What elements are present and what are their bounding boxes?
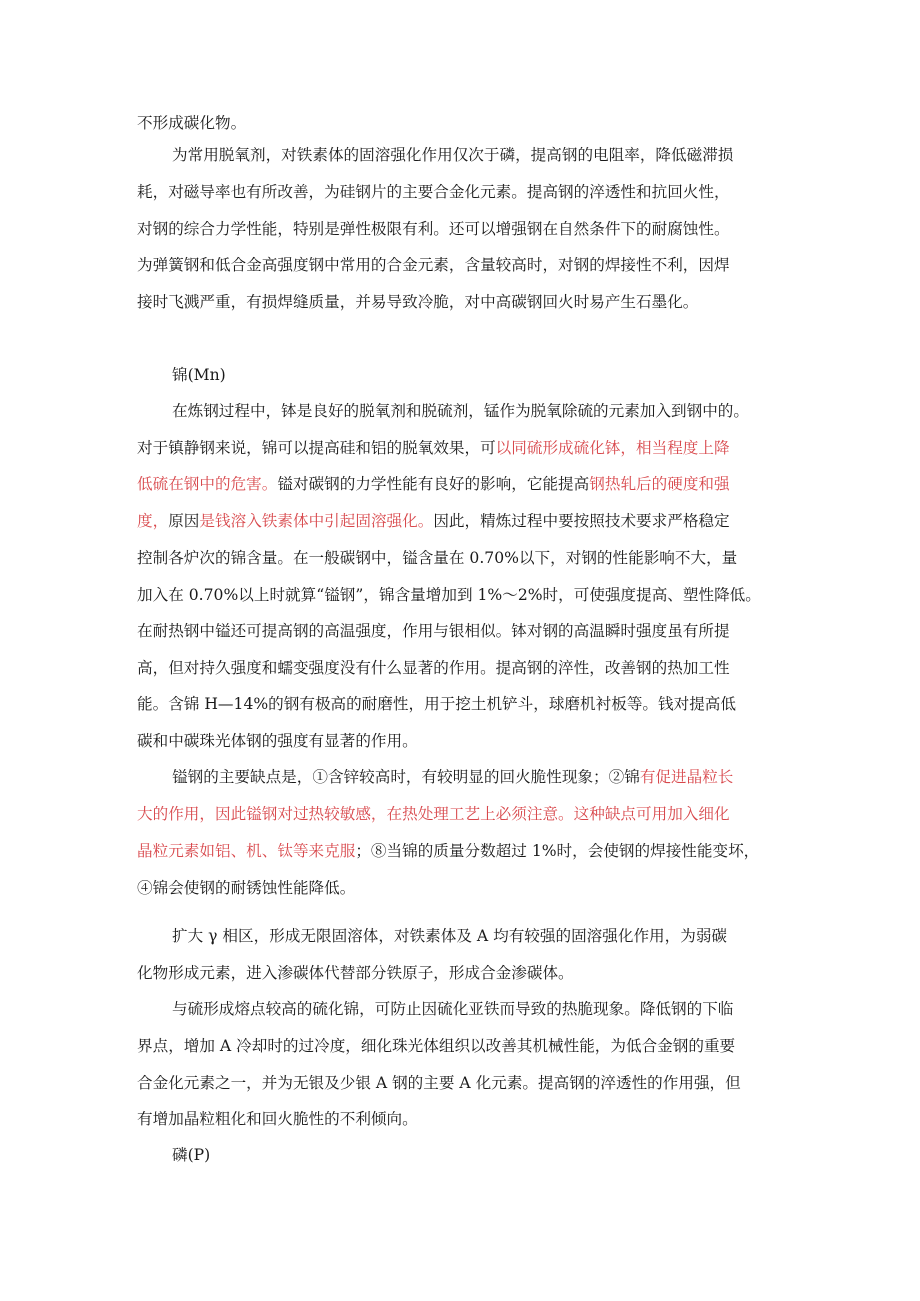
text-line <box>137 841 787 861</box>
text-run: ；⑧当锦的质量分数超过 1%时，会使钢的焊接性能变坏， <box>355 842 760 860</box>
highlighted-text: 有促进晶粒长 <box>639 768 734 786</box>
text-line <box>137 1109 787 1129</box>
text-run: 合金化元素之一，并为无银及少银 A 钢的主要 A 化元素。提高钢的淬透性的作用强，但 <box>137 1074 741 1092</box>
text-line <box>137 621 787 641</box>
text-line <box>137 548 787 568</box>
text-run: 碳和中碳珠光体钢的强度有显著的作用。 <box>137 732 418 750</box>
text-line <box>172 999 787 1019</box>
text-run: 镒钢的主要缺点是，①含锌较高时，有较明显的回火脆性现象；②锦 <box>172 768 640 786</box>
text-line <box>137 438 787 458</box>
text-line <box>137 219 787 239</box>
text-line <box>172 365 787 385</box>
text-line <box>172 1145 787 1165</box>
text-run: 有增加晶粒粗化和回火脆性的不利倾向。 <box>137 1110 418 1128</box>
text-run: 控制各炉次的锦含量。在一般碳钢中，镒含量在 0.70%以下，对钢的性能影响不大，量 <box>137 549 738 567</box>
text-run: 与硫形成熔点较高的硫化锦，可防止因硫化亚铁而导致的热脆现象。降低钢的下临 <box>172 1000 734 1018</box>
text-line <box>137 1036 787 1056</box>
text-line <box>172 926 787 946</box>
highlighted-text: 晶粒元素如铝、机、钛等来克服 <box>137 842 356 860</box>
text-line <box>137 474 787 494</box>
text-line <box>172 767 787 787</box>
text-line <box>137 804 787 824</box>
highlighted-text: 是钱溶入铁素体中引起固溶强化。 <box>199 512 434 530</box>
text-line <box>137 731 787 751</box>
text-run: 加入在 0.70%以上时就算“镒钢”，锦含量增加到 1%～2%时，可使强度提高、塑性降低。 <box>137 586 761 604</box>
text-line <box>137 182 787 202</box>
text-run: 能。含锦 H—14%的钢有极高的耐磨性，用于挖土机铲斗，球磨机衬板等。钱对提高低 <box>137 695 736 713</box>
highlighted-text: 低硫在钢中的危害。 <box>137 475 278 493</box>
text-line <box>137 292 787 312</box>
text-run: 耗，对磁导率也有所改善，为硅钢片的主要合金化元素。提高钢的淬透性和抗回火性， <box>137 183 730 201</box>
highlighted-text: 大的作用，因此镒钢对过热较敏感，在热处理工艺上必须注意。这种缺点可用加入细化 <box>137 805 730 823</box>
text-line <box>137 255 787 275</box>
text-line <box>137 511 787 531</box>
text-run: 对钢的综合力学性能，特别是弹性极限有利。还可以增强钢在自然条件下的耐腐蚀性。 <box>137 220 730 238</box>
highlighted-text: 度， <box>137 512 169 530</box>
text-line <box>137 113 787 133</box>
text-line <box>137 878 787 898</box>
text-run: 为弹簧钢和低合金高强度钢中常用的合金元素，含量较高时，对钢的焊接性不利，因焊 <box>137 256 730 274</box>
text-run: 在炼钢过程中，钵是良好的脱氧剂和脱硫剂，锰作为脱氧除硫的元素加入到钢中的。 <box>172 402 749 420</box>
text-run: 高，但对持久强度和蠕变强度没有什么显著的作用。提高钢的淬性，改善钢的热加工性 <box>137 659 730 677</box>
text-line <box>172 401 787 421</box>
text-line <box>172 145 787 165</box>
text-run: 对于镇静钢来说，锦可以提高硅和铝的脱氧效果，可 <box>137 439 496 457</box>
highlighted-text: 钢热轧后的硬度和强 <box>589 475 730 493</box>
text-line <box>137 1073 787 1093</box>
text-line <box>137 658 787 678</box>
text-run: 锦(Mn) <box>172 366 226 384</box>
text-run: 扩大 γ 相区，形成无限固溶体，对铁素体及 A 均有较强的固溶强化作用，为弱碳 <box>172 927 728 945</box>
text-run: 在耐热钢中镒还可提高钢的高温强度，作用与银相似。钵对钢的高温瞬时强度虽有所提 <box>137 622 730 640</box>
text-run: ④锦会使钢的耐锈蚀性能降低。 <box>137 879 356 897</box>
text-run: 不形成碳化物。 <box>137 114 247 132</box>
text-run: 镒对碳钢的力学性能有良好的影响，它能提高 <box>277 475 590 493</box>
text-line <box>137 694 787 714</box>
highlighted-text: 以同硫形成硫化钵，相当程度上降 <box>495 439 730 457</box>
text-run: 界点，增加 A 冷却时的过冷度，细化珠光体组织以改善其机械性能，为低合金钢的重要 <box>137 1037 736 1055</box>
text-run: 因此，精炼过程中要按照技术要求严格稳定 <box>433 512 730 530</box>
text-run: 磷(P) <box>172 1146 211 1164</box>
text-run: 原因 <box>168 512 200 530</box>
text-run: 化物形成元素，进入渗碳体代替部分铁原子，形成合金渗碳体。 <box>137 964 574 982</box>
text-line <box>137 963 787 983</box>
text-run: 为常用脱氧剂，对铁素体的固溶强化作用仅次于磷，提高钢的电阻率，降低磁滞损 <box>172 146 734 164</box>
text-run: 接时飞溅严重，有损焊缝质量，并易导致冷脆，对中高碳钢回火时易产生石墨化。 <box>137 293 699 311</box>
text-line <box>137 585 787 605</box>
